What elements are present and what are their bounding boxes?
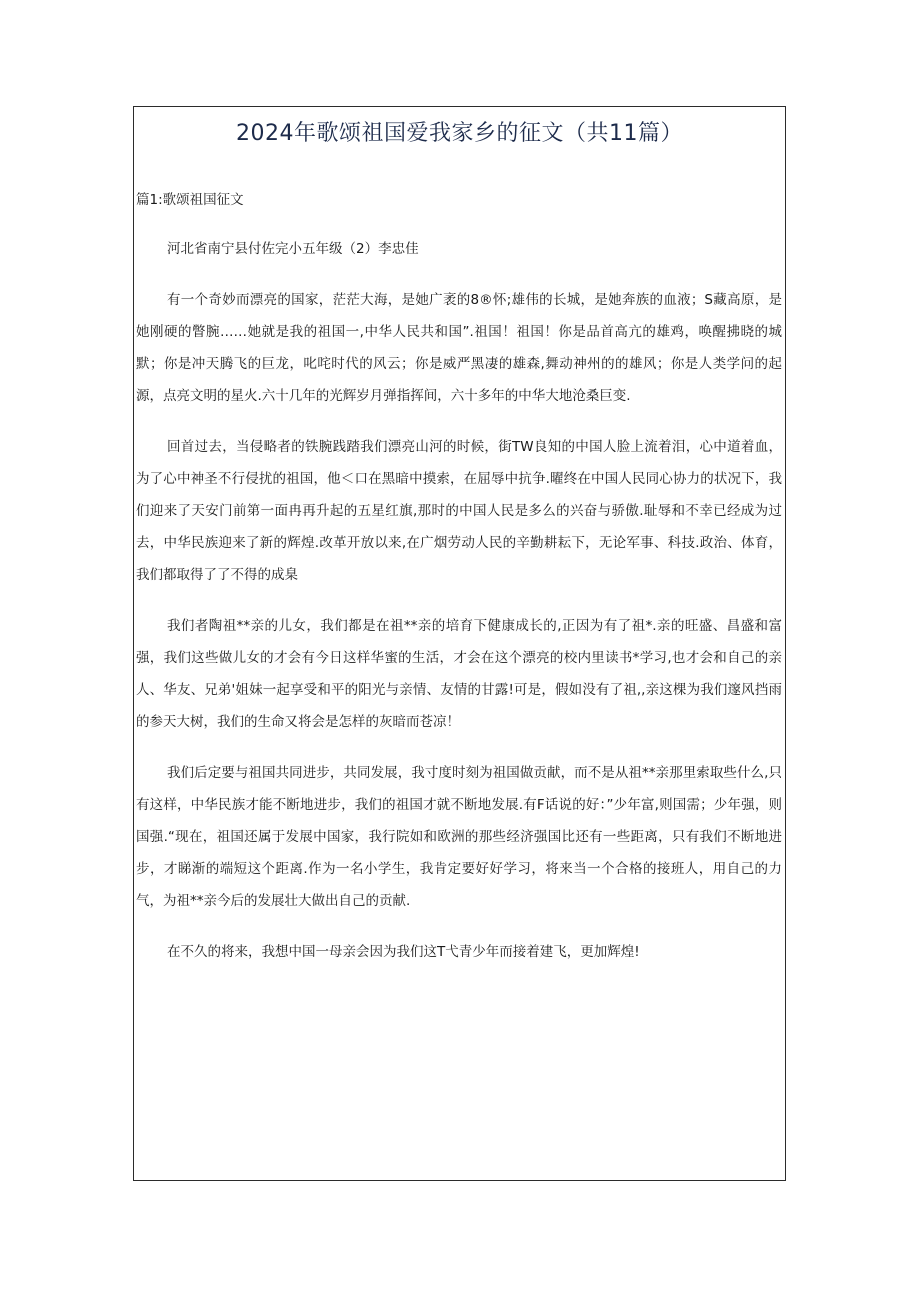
essay-body [134,284,785,968]
author-line: 河北省南宁县付佐完小五年级（2）李忠佳 [167,241,419,257]
document-title: 2024年歌颂祖国爱我家乡的征文（共11篇） [236,121,683,146]
paragraph-5: 在不久的将来，我想中国一母亲会因为我们这T弋青少年而接着建飞，更加辉煌! [167,944,640,960]
paragraph-4: 我们后定要与祖国共同进步，共同发展，我寸度时刻为祖国做贡献，而不是从祖**亲那里索取些什么,只有这样，中华民族才能不断地进步，我们的祖国才就不断地发展.有F话说的好：”少年富,则国需；少年强，则国强.“现在，祖国还属于发展中国家，我行院如和欧洲的那些经济强国比还有一些距离，只有我们不断地进步，才睇渐的端短这个距离.作为一名小学生，我肯定要好好学习，将来当一个合格的接班人，用自己的力气，为祖**亲今后的发展壮大做出自己的贡献. [136,765,782,909]
section-heading: 篇1:歌颂祖国征文 [136,192,244,208]
paragraph-2: 回首过去，当侵略者的铁腕践踏我们漂亮山河的时候，街TW良知的中国人脸上流着泪，心中道着血，为了心中神圣不行侵扰的祖国，他＜口在黑暗中摸索，在屈辱中抗争.曜终在中国人民同心协力的状况下，我们迎来了天安门前第一面冉再升起的五星红旗,那时的中国人民是多么的兴奋与骄傲.耻辱和不幸已经成为过去，中华民族迎来了新的辉煌.改革开放以来,在广烟劳动人民的辛勤耕耘下，无论军事、科技.政治、体育，我们都取得了了不得的成臬 [136,439,782,583]
document-frame [133,106,786,1181]
paragraph-1: 有一个奇妙而漂亮的国家，茫茫大海，是她广袤的8®怀;雄伟的长城，是她奔族的血液；S藏高原，是她刚硬的瞥腕……她就是我的祖国一,中华人民共和国”.祖国！祖国！你是品首高亢的雄鸡，唤醒拂晓的城默；你是冲天腾飞的巨龙，叱咤时代的风云；你是威严黑凄的雄森,舞动神州的的雄风；你是人类学问的起源，点亮文明的星火.六十几年的光辉岁月弹指挥间，六十多年的中华大地沧桑巨变. [136,292,782,404]
paragraph-3: 我们者陶祖**亲的儿女，我们都是在祖**亲的培育下健康成长的,正因为有了祖*.亲的旺盛、昌盛和富强，我们这些做儿女的才会有今日这样华蜜的生活，才会在这个漂亮的校内里读书*学习,也才会和自己的亲人、华友、兄弟'姐妹一起享受和平的阳光与亲情、友情的甘露!可是，假如没有了祖,,亲这棵为我们邃风挡雨的参天大树，我们的生命又将会是怎样的灰暗而苍凉！ [136,618,782,730]
